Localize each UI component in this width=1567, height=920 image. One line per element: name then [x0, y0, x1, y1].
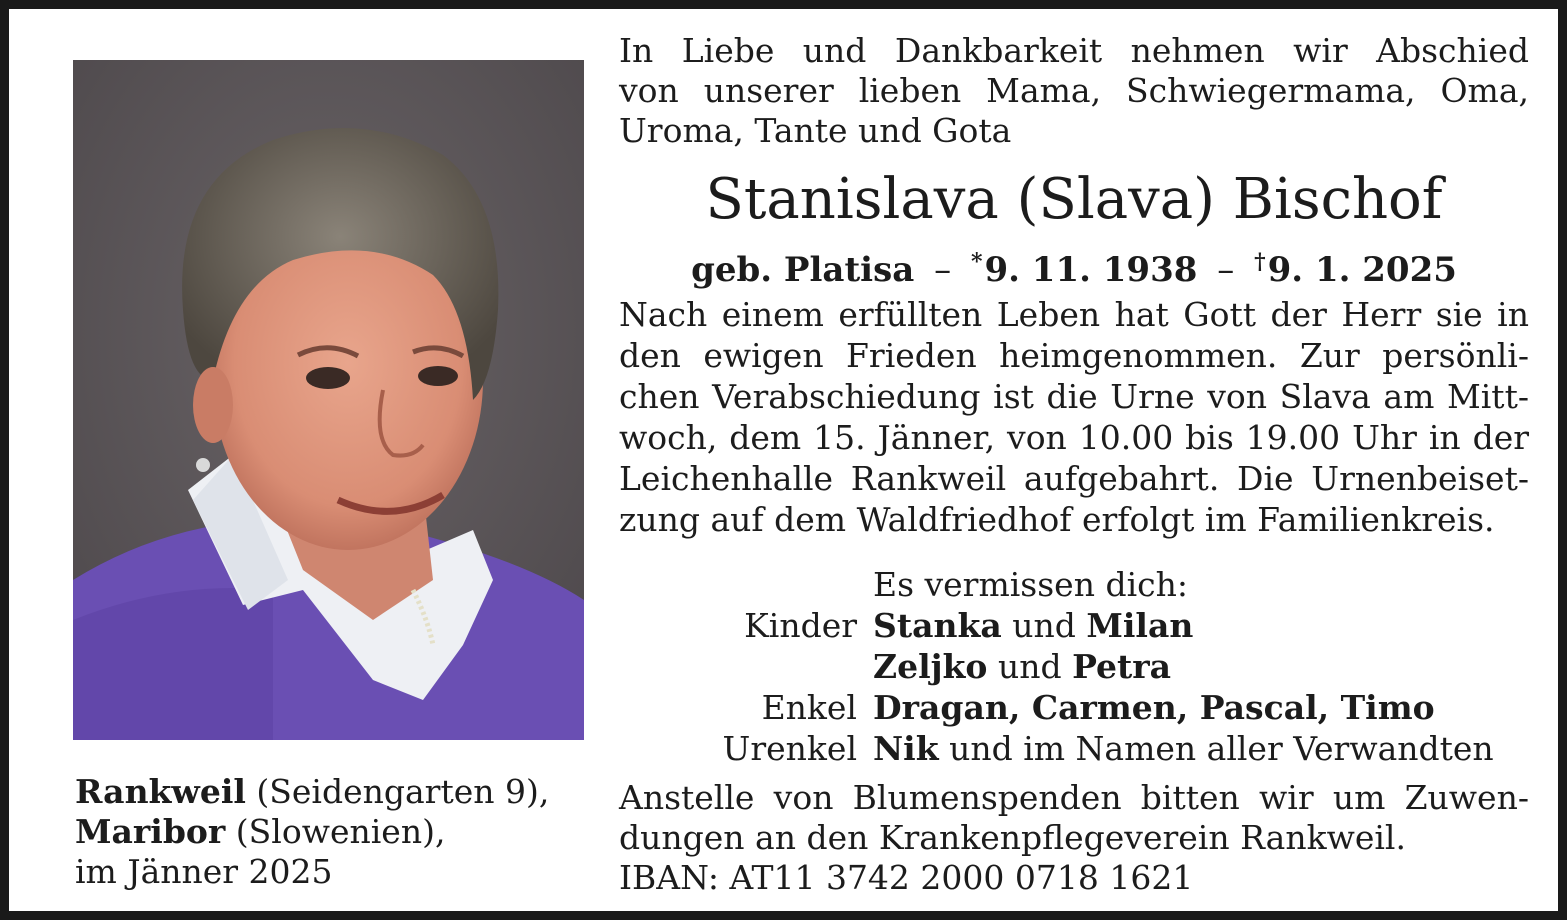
mourner-name: Stanka [873, 606, 1002, 645]
donation-note [619, 778, 1529, 898]
kinder-names-2 [873, 646, 1171, 687]
birth-date: 9. 11. 1938 [984, 250, 1198, 290]
body-line: zung auf dem Waldfriedhof erfolgt im Familienkreis. [619, 500, 1495, 539]
body-line: den ewigen Frieden heimgenommen. Zur persönli- [619, 336, 1529, 375]
iban-line: IBAN: AT11 3742 2000 0718 1621 [619, 858, 1194, 897]
city-maribor: Maribor [75, 812, 226, 851]
city-rankweil-detail: (Seidengarten 9), [245, 772, 550, 811]
life-dates [619, 242, 1529, 290]
mourners-list [619, 564, 1539, 769]
death-cross-icon: † [1254, 249, 1266, 275]
birth-star-icon: * [970, 249, 983, 275]
role-enkel: Enkel [761, 688, 857, 727]
body-text [619, 294, 1529, 540]
intro-line: In Liebe und Dankbarkeit nehmen wir Abschied [619, 31, 1529, 70]
intro-line: von unserer lieben Mama, Schwiegermama, Oma, [619, 71, 1529, 110]
death-date: 9. 1. 2025 [1267, 250, 1457, 290]
body-line: Nach einem erfüllten Leben hat Gott der Herr sie in [619, 295, 1529, 334]
kinder-names-1 [873, 605, 1193, 646]
mourners-heading-row [619, 564, 1539, 605]
mourners-row-kinder-2 [619, 646, 1539, 687]
obituary-card [9, 9, 1558, 911]
urenkel-names [873, 728, 1494, 769]
footer-line: Anstelle von Blumenspenden bitten wir um Zuwen- [619, 778, 1529, 817]
footer-line: dungen an den Krankenpflegeverein Rankweil. [619, 818, 1406, 857]
location-block [75, 772, 595, 892]
location-date: im Jänner 2025 [75, 852, 333, 891]
mourners-row-kinder [619, 605, 1539, 646]
portrait-photo [73, 60, 584, 740]
deceased-name: Stanislava (Slava) Bischof [705, 167, 1443, 232]
role-kinder: Kinder [744, 606, 857, 645]
mourner-name: Dragan, Carmen, Pascal, Timo [873, 688, 1435, 727]
mourner-name: Zeljko [873, 647, 988, 686]
urenkel-rest: und im Namen aller Verwandten [949, 729, 1494, 768]
separator-dash: – [1217, 250, 1235, 290]
mourner-name: Nik [873, 729, 939, 768]
mourner-name: Milan [1086, 606, 1194, 645]
intro-text [619, 31, 1529, 151]
role-urenkel: Urenkel [722, 729, 857, 768]
intro-line: Uroma, Tante und Gota [619, 111, 1012, 150]
mourner-name: Petra [1072, 647, 1172, 686]
mourners-row-urenkel [619, 728, 1539, 769]
city-maribor-detail: (Slowenien), [225, 812, 446, 851]
connector-und: und [997, 647, 1062, 686]
mourners-heading: Es vermissen dich: [873, 565, 1188, 604]
body-line: woch, dem 15. Jänner, von 10.00 bis 19.00 Uhr in der [619, 418, 1529, 457]
connector-und: und [1012, 606, 1076, 645]
birth-name: geb. Platisa [691, 250, 915, 290]
city-rankweil: Rankweil [75, 772, 246, 811]
body-line: Leichenhalle Rankweil aufgebahrt. Die Urnenbeiset- [619, 459, 1529, 498]
body-line: chen Verabschiedung ist die Urne von Slava am Mitt- [619, 377, 1529, 416]
mourners-row-enkel [619, 687, 1539, 728]
enkel-names [873, 687, 1435, 728]
separator-dash: – [934, 250, 952, 290]
